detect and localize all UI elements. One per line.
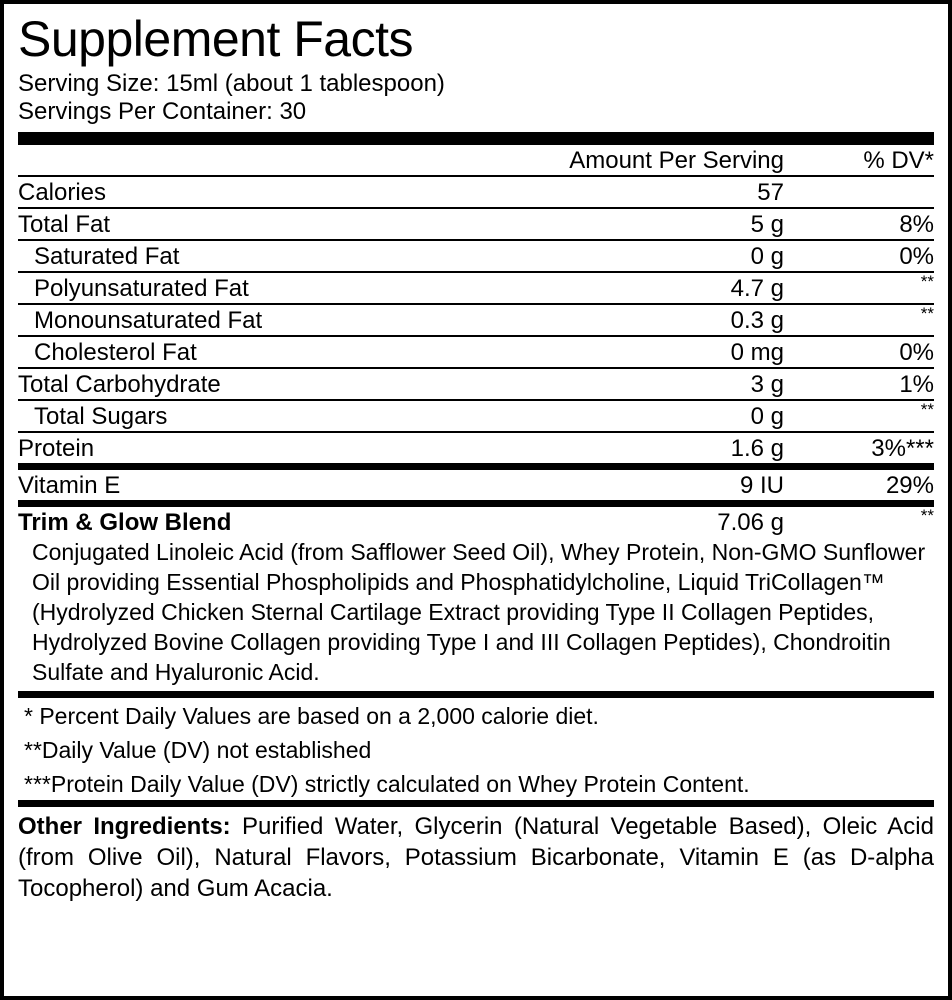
nutrient-amount: 57	[524, 177, 784, 208]
blend-dv-text: **	[920, 506, 934, 525]
vitamin-table	[18, 470, 934, 500]
nutrient-dv	[784, 177, 934, 208]
divider-medium-1	[18, 463, 934, 470]
divider-medium-2	[18, 500, 934, 507]
nutrient-amount: 0 g	[524, 240, 784, 272]
nutrient-name: Total Sugars	[18, 400, 524, 432]
other-ingredients-label: Other Ingredients:	[18, 813, 231, 840]
nutrient-name: Calories	[18, 177, 524, 208]
nutrient-dv: 0%	[784, 240, 934, 272]
nutrient-amount: 0 g	[524, 400, 784, 432]
vitamin-amount: 9 IU	[739, 472, 784, 499]
other-ingredients	[18, 807, 934, 904]
table-row	[18, 336, 934, 368]
blend-description: Conjugated Linoleic Acid (from Safflower Seed Oil), Whey Protein, Non-GMO Sunflower Oil providing Essential Phospholipids and Phosphatidylcholine, Liquid TriCollagen™ (Hydrolyzed Chicken Sternal Cartilage Extract providing Type II Collagen Peptides, Hydrolyzed Bovine Collagen providing Type I and III Collagen Peptides), Chondroitin Sulfate and Hyaluronic Acid.	[32, 539, 926, 685]
blend-table	[18, 507, 934, 537]
other-ingredients-text: Purified Water, Glycerin (Natural Vegetable Based), Oleic Acid (from Olive Oil), Natural Flavors, Potassium Bicarbonate, Vitamin E (as D-alpha Tocopherol) and Gum Acacia.	[18, 813, 934, 902]
nutrient-amount: 1.6 g	[730, 435, 784, 462]
nutrient-amount: 0.3 g	[524, 304, 784, 336]
blend-name: Trim & Glow Blend	[18, 509, 232, 536]
nutrient-dv: 1%	[784, 368, 934, 400]
nutrient-dv-text: **	[920, 272, 934, 291]
table-row	[18, 470, 934, 500]
nutrient-name: Protein	[18, 435, 95, 462]
nutrient-name: Saturated Fat	[18, 240, 524, 272]
nutrient-dv-text: **	[920, 400, 934, 419]
table-row	[18, 177, 934, 208]
nutrient-name: Total Carbohydrate	[18, 368, 524, 400]
column-header-spacer	[18, 145, 524, 176]
nutrient-dv	[784, 272, 934, 304]
servings-per-container: Servings Per Container: 30	[18, 98, 307, 125]
vitamin-name: Vitamin E	[18, 472, 121, 499]
nutrient-name: Monounsaturated Fat	[18, 304, 524, 336]
blend-dv	[784, 507, 934, 537]
nutrient-amount: 4.7 g	[524, 272, 784, 304]
blend-amount: 7.06 g	[717, 509, 784, 536]
nutrition-table	[18, 177, 934, 463]
footnote-dv-not-established: **Daily Value (DV) not established	[24, 737, 372, 763]
table-row	[18, 208, 934, 240]
divider-thick-top	[18, 132, 934, 145]
footnote-protein-dv: ***Protein Daily Value (DV) strictly calculated on Whey Protein Content.	[24, 771, 750, 797]
table-row	[18, 507, 934, 537]
nutrient-amount: 5 g	[524, 208, 784, 240]
nutrient-dv	[784, 400, 934, 432]
nutrient-amount: 0 mg	[524, 336, 784, 368]
nutrient-name: Total Fat	[18, 208, 524, 240]
table-row	[18, 432, 934, 463]
column-header-row	[18, 145, 934, 176]
nutrient-dv: 8%	[784, 208, 934, 240]
divider-medium-4	[18, 800, 934, 807]
table-row	[18, 368, 934, 400]
serving-size: Serving Size: 15ml (about 1 tablespoon)	[18, 70, 445, 97]
table-row	[18, 272, 934, 304]
nutrient-dv: 0%	[784, 336, 934, 368]
table-row	[18, 240, 934, 272]
column-header-dv: % DV*	[784, 145, 934, 176]
nutrient-amount: 3 g	[524, 368, 784, 400]
nutrient-name: Polyunsaturated Fat	[18, 272, 524, 304]
page-title: Supplement Facts	[18, 11, 413, 67]
table-row	[18, 304, 934, 336]
nutrition-header-table	[18, 145, 934, 177]
nutrient-dv-text: **	[920, 304, 934, 323]
nutrient-dv	[784, 304, 934, 336]
table-row	[18, 400, 934, 432]
divider-medium-3	[18, 691, 934, 698]
vitamin-dv: 29%	[885, 472, 934, 499]
nutrient-dv: 3%***	[871, 435, 934, 462]
column-header-amount: Amount Per Serving	[524, 145, 784, 176]
footnote-percent-dv: * Percent Daily Values are based on a 2,000 calorie diet.	[24, 703, 599, 729]
nutrient-name: Cholesterol Fat	[18, 336, 524, 368]
